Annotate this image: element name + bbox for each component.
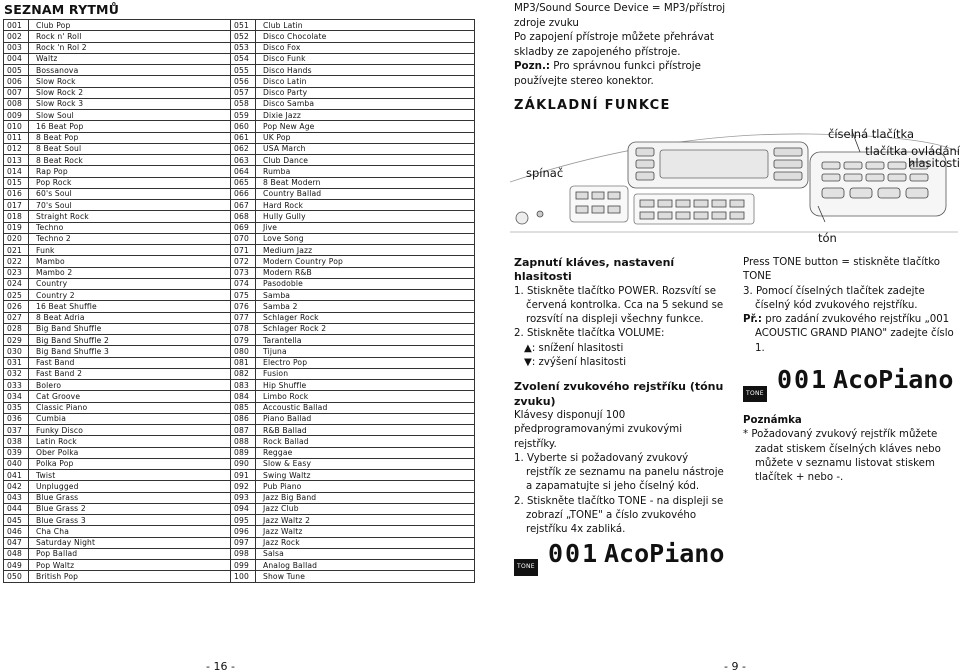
table-row	[4, 245, 475, 256]
table-row	[4, 267, 475, 278]
table-row	[4, 256, 475, 267]
rhythm-number: 076	[231, 301, 256, 312]
rhythm-name: Country	[29, 278, 231, 289]
rhythm-name: Tijuna	[256, 346, 475, 357]
rhythm-number: 002	[4, 31, 29, 42]
rhythm-name: Piano Ballad	[256, 413, 475, 424]
table-row	[4, 436, 475, 447]
rhythm-name: Disco Hands	[256, 65, 475, 76]
note-label: Pozn.:	[514, 60, 550, 72]
rhythm-name: Bossanova	[29, 65, 231, 76]
table-row	[4, 290, 475, 301]
rhythm-name: Cumbia	[29, 413, 231, 424]
rhythm-number: 022	[4, 256, 29, 267]
column-left	[514, 256, 726, 588]
rhythm-name: Pop New Age	[256, 121, 475, 132]
rhythm-number: 064	[231, 166, 256, 177]
rhythm-name: Love Song	[256, 233, 475, 244]
rhythm-name: Rock n' Roll	[29, 31, 231, 42]
rhythm-name: Electro Pop	[256, 357, 475, 368]
rhythm-name: Limbo Rock	[256, 391, 475, 402]
rhythm-name: Jazz Waltz	[256, 526, 475, 537]
table-row	[4, 31, 475, 42]
example-line	[743, 313, 957, 356]
rhythm-number: 012	[4, 143, 29, 154]
rhythm-name: Fusion	[256, 368, 475, 379]
table-row	[4, 458, 475, 469]
rhythm-number: 043	[4, 492, 29, 503]
rhythm-number: 036	[4, 413, 29, 424]
rhythm-name: 16 Beat Pop	[29, 121, 231, 132]
rhythm-number: 068	[231, 211, 256, 222]
lcd-tone-tag-2: TONE	[743, 386, 767, 402]
rhythm-name: Twist	[29, 470, 231, 481]
rhythm-number: 034	[4, 391, 29, 402]
rhythm-number: 062	[231, 143, 256, 154]
rhythm-name: Pop Rock	[29, 177, 231, 188]
table-row	[4, 548, 475, 559]
rhythm-number: 008	[4, 98, 29, 109]
lcd-voice-name-2: AcoPiano	[833, 365, 954, 395]
rhythm-name: Disco Party	[256, 87, 475, 98]
rhythm-number: 087	[231, 425, 256, 436]
lcd-voice-name: AcoPiano	[604, 538, 725, 568]
rhythm-number: 013	[4, 155, 29, 166]
table-row	[4, 526, 475, 537]
example-label: Př.:	[743, 314, 762, 326]
rhythm-number: 095	[231, 515, 256, 526]
rhythm-name: 60's Soul	[29, 188, 231, 199]
table-row	[4, 53, 475, 64]
rhythm-number: 046	[4, 526, 29, 537]
rhythm-name: Fast Band	[29, 357, 231, 368]
rhythm-name: Show Tune	[256, 571, 475, 582]
rhythm-name: Disco Latin	[256, 76, 475, 87]
rhythm-name: Slow & Easy	[256, 458, 475, 469]
rhythm-name: Techno	[29, 222, 231, 233]
rhythm-number: 003	[4, 42, 29, 53]
rhythm-name: British Pop	[29, 571, 231, 582]
press-tone-line: Press TONE button = stiskněte tlačítko TONE	[743, 257, 941, 283]
table-row	[4, 447, 475, 458]
table-row	[4, 143, 475, 154]
rhythm-name: Disco Chocolate	[256, 31, 475, 42]
rhythm-number: 078	[231, 323, 256, 334]
rhythm-number: 091	[231, 470, 256, 481]
rhythm-number: 021	[4, 245, 29, 256]
table-row	[4, 503, 475, 514]
rhythm-name: UK Pop	[256, 132, 475, 143]
table-row	[4, 222, 475, 233]
intro-line-1: MP3/Sound Source Device = MP3/přístroj zdroje zvuku	[514, 2, 726, 29]
rhythm-number: 093	[231, 492, 256, 503]
table-row	[4, 312, 475, 323]
table-row	[4, 492, 475, 503]
note-heading: Poznámka	[743, 415, 802, 427]
table-row	[4, 323, 475, 334]
rhythm-name: Rock Ballad	[256, 436, 475, 447]
rhythm-number: 038	[4, 436, 29, 447]
rhythm-number: 085	[231, 402, 256, 413]
rhythm-number: 010	[4, 121, 29, 132]
rhythm-name: Unplugged	[29, 481, 231, 492]
table-row	[4, 177, 475, 188]
rhythm-number: 089	[231, 447, 256, 458]
keyboard-panel-illustration	[510, 122, 958, 252]
table-row	[4, 233, 475, 244]
rhythm-number: 045	[4, 515, 29, 526]
rhythm-name: R&B Ballad	[256, 425, 475, 436]
switch-on-step-1: 1. Stiskněte tlačítko POWER. Rozsvítí se červená kontrolka. Cca na 5 sekund se rozsvítí na displeji všechny funkce.	[514, 285, 724, 326]
rhythm-number: 026	[4, 301, 29, 312]
table-row	[4, 132, 475, 143]
rhythm-number: 098	[231, 548, 256, 559]
rhythm-name: Jazz Waltz 2	[256, 515, 475, 526]
rhythm-number: 071	[231, 245, 256, 256]
rhythm-name: Medium Jazz	[256, 245, 475, 256]
rhythm-number: 100	[231, 571, 256, 582]
rhythm-number: 025	[4, 290, 29, 301]
rhythm-name: Ober Polka	[29, 447, 231, 458]
rhythm-number: 097	[231, 537, 256, 548]
voice-step-2: 2. Stiskněte tlačítko TONE - na displeji se zobrazí „TONE" a číslo zvukového rejstříku 4x zabliká.	[514, 495, 724, 536]
table-row	[4, 42, 475, 53]
rhythm-number: 052	[231, 31, 256, 42]
rhythm-name: Analog Ballad	[256, 560, 475, 571]
rhythm-name: Slow Soul	[29, 110, 231, 121]
rhythm-name: Country 2	[29, 290, 231, 301]
rhythm-number: 016	[4, 188, 29, 199]
lcd-display-example	[514, 538, 726, 582]
table-row	[4, 425, 475, 436]
rhythm-table	[3, 19, 475, 583]
voice-heading: Zvolení zvukového rejstříku (tónu zvuku)	[514, 380, 724, 408]
rhythm-number: 090	[231, 458, 256, 469]
rhythm-name: Big Band Shuffle 2	[29, 335, 231, 346]
rhythm-name: Samba 2	[256, 301, 475, 312]
rhythm-name: Club Latin	[256, 20, 475, 31]
rhythm-list-title: SEZNAM RYTMŮ	[4, 2, 120, 17]
rhythm-name: Rumba	[256, 166, 475, 177]
rhythm-number: 084	[231, 391, 256, 402]
rhythm-name: USA March	[256, 143, 475, 154]
rhythm-number: 063	[231, 155, 256, 166]
rhythm-name: Slow Rock 2	[29, 87, 231, 98]
table-row	[4, 98, 475, 109]
rhythm-name: Blue Grass	[29, 492, 231, 503]
rhythm-number: 006	[4, 76, 29, 87]
rhythm-number: 055	[231, 65, 256, 76]
rhythm-number: 051	[231, 20, 256, 31]
table-row	[4, 110, 475, 121]
rhythm-name: Jazz Club	[256, 503, 475, 514]
rhythm-number: 042	[4, 481, 29, 492]
rhythm-name: Disco Samba	[256, 98, 475, 109]
rhythm-name: Polka Pop	[29, 458, 231, 469]
rhythm-number: 004	[4, 53, 29, 64]
rhythm-number: 061	[231, 132, 256, 143]
rhythm-number: 049	[4, 560, 29, 571]
lcd-number-2: 001	[777, 365, 829, 395]
rhythm-number: 075	[231, 290, 256, 301]
rhythm-number: 074	[231, 278, 256, 289]
rhythm-number: 033	[4, 380, 29, 391]
voice-step-3: 3. Pomocí číselných tlačítek zadejte číselný kód zvukového rejstříku.	[743, 285, 925, 311]
callout-power: spínač	[526, 166, 564, 180]
rhythm-name: Schlager Rock	[256, 312, 475, 323]
voice-step-1: 1. Vyberte si požadovaný zvukový rejstřík ze seznamu na panelu nástroje a zapamatujte si jeho číselný kód.	[514, 452, 724, 493]
rhythm-number: 028	[4, 323, 29, 334]
rhythm-number: 059	[231, 110, 256, 121]
table-row	[4, 335, 475, 346]
table-row	[4, 76, 475, 87]
rhythm-name: Fast Band 2	[29, 368, 231, 379]
lcd-number: 001	[548, 538, 600, 568]
rhythm-name: Hip Shuffle	[256, 380, 475, 391]
rhythm-name: 70's Soul	[29, 200, 231, 211]
rhythm-number: 023	[4, 267, 29, 278]
rhythm-number: 030	[4, 346, 29, 357]
callout-numeric-buttons: číselná tlačítka	[828, 127, 915, 141]
rhythm-name: Hard Rock	[256, 200, 475, 211]
table-row	[4, 537, 475, 548]
rhythm-name: Pop Waltz	[29, 560, 231, 571]
power-button	[516, 212, 528, 224]
rhythm-name: Club Dance	[256, 155, 475, 166]
rhythm-number: 056	[231, 76, 256, 87]
table-row	[4, 402, 475, 413]
volume-up-text: : zvýšení hlasitosti	[531, 357, 627, 369]
rhythm-name: 8 Beat Soul	[29, 143, 231, 154]
arrow-down-icon: ▼	[524, 357, 532, 369]
table-row	[4, 357, 475, 368]
rhythm-name: Tarantella	[256, 335, 475, 346]
rhythm-number: 029	[4, 335, 29, 346]
volume-down-line	[514, 342, 726, 356]
column-right	[743, 256, 957, 486]
rhythm-number: 088	[231, 436, 256, 447]
rhythm-name: Funk	[29, 245, 231, 256]
rhythm-name: Mambo 2	[29, 267, 231, 278]
rhythm-name: Rap Pop	[29, 166, 231, 177]
table-row	[4, 200, 475, 211]
rhythm-name: Jazz Rock	[256, 537, 475, 548]
rhythm-number: 027	[4, 312, 29, 323]
rhythm-number: 014	[4, 166, 29, 177]
table-row	[4, 346, 475, 357]
rhythm-name: 8 Beat Modern	[256, 177, 475, 188]
rhythm-name: 16 Beat Shuffle	[29, 301, 231, 312]
rhythm-name: Modern Country Pop	[256, 256, 475, 267]
rhythm-number: 081	[231, 357, 256, 368]
rhythm-name: Jazz Big Band	[256, 492, 475, 503]
rhythm-name: Salsa	[256, 548, 475, 559]
rhythm-number: 079	[231, 335, 256, 346]
rhythm-name: Swing Waltz	[256, 470, 475, 481]
table-row	[4, 571, 475, 582]
table-row	[4, 380, 475, 391]
table-row	[4, 560, 475, 571]
rhythm-number: 083	[231, 380, 256, 391]
left-page-number: - 16 -	[206, 660, 235, 671]
rhythm-name: Pasodoble	[256, 278, 475, 289]
rhythm-number: 072	[231, 256, 256, 267]
rhythm-number: 073	[231, 267, 256, 278]
rhythm-number: 066	[231, 188, 256, 199]
rhythm-name: Country Ballad	[256, 188, 475, 199]
rhythm-name: Latin Rock	[29, 436, 231, 447]
lcd-display-example-2	[743, 365, 957, 408]
rhythm-name: Bolero	[29, 380, 231, 391]
rhythm-number: 024	[4, 278, 29, 289]
rhythm-number: 005	[4, 65, 29, 76]
rhythm-name: Disco Funk	[256, 53, 475, 64]
rhythm-number: 058	[231, 98, 256, 109]
rhythm-name: Slow Rock	[29, 76, 231, 87]
rhythm-name: Pub Piano	[256, 481, 475, 492]
rhythm-name: Disco Fox	[256, 42, 475, 53]
table-row	[4, 20, 475, 31]
table-row	[4, 515, 475, 526]
switch-on-heading: Zapnutí kláves, nastavení hlasitosti	[514, 256, 675, 284]
rhythm-number: 047	[4, 537, 29, 548]
rhythm-number: 041	[4, 470, 29, 481]
rhythm-number: 054	[231, 53, 256, 64]
rhythm-name: Jive	[256, 222, 475, 233]
note-text: Pro správnou funkci přístroje používejte stereo konektor.	[514, 60, 701, 87]
rhythm-number: 015	[4, 177, 29, 188]
rhythm-number: 057	[231, 87, 256, 98]
rhythm-name: Big Band Shuffle	[29, 323, 231, 334]
rhythm-number: 048	[4, 548, 29, 559]
rhythm-name: 8 Beat Pop	[29, 132, 231, 143]
rhythm-number: 018	[4, 211, 29, 222]
rhythm-name: Pop Ballad	[29, 548, 231, 559]
rhythm-name: Big Band Shuffle 3	[29, 346, 231, 357]
rhythm-name: Slow Rock 3	[29, 98, 231, 109]
rhythm-number: 092	[231, 481, 256, 492]
table-row	[4, 368, 475, 379]
callout-volume-buttons: tlačítka ovládání hlasitosti	[865, 144, 960, 170]
volume-down-text: : snížení hlasitosti	[531, 342, 624, 354]
intro-note	[514, 59, 732, 88]
rhythm-number: 011	[4, 132, 29, 143]
right-page-number: - 9 -	[724, 660, 746, 671]
rhythm-number: 069	[231, 222, 256, 233]
table-row	[4, 278, 475, 289]
table-row	[4, 121, 475, 132]
rhythm-number: 096	[231, 526, 256, 537]
section-title: ZÁKLADNÍ FUNKCE	[514, 98, 671, 113]
table-row	[4, 391, 475, 402]
voice-text: Klávesy disponují 100 předprogramovanými zvukovými rejstříky.	[514, 409, 683, 450]
rhythm-number: 020	[4, 233, 29, 244]
table-row	[4, 188, 475, 199]
rhythm-name: Dixie Jazz	[256, 110, 475, 121]
rhythm-name: Blue Grass 2	[29, 503, 231, 514]
rhythm-name: Modern R&B	[256, 267, 475, 278]
callout-tone: tón	[818, 231, 837, 245]
rhythm-name: Mambo	[29, 256, 231, 267]
table-row	[4, 155, 475, 166]
rhythm-number: 009	[4, 110, 29, 121]
intro-line-2: Po zapojení přístroje můžete přehrávat skladby ze zapojeného přístroje.	[514, 31, 714, 58]
intro-text	[514, 1, 732, 88]
rhythm-name: Saturday Night	[29, 537, 231, 548]
rhythm-number: 037	[4, 425, 29, 436]
rhythm-number: 044	[4, 503, 29, 514]
rhythm-number: 035	[4, 402, 29, 413]
rhythm-number: 040	[4, 458, 29, 469]
table-row	[4, 166, 475, 177]
rhythm-number: 094	[231, 503, 256, 514]
rhythm-name: Cat Groove	[29, 391, 231, 402]
rhythm-name: Techno 2	[29, 233, 231, 244]
rhythm-number: 082	[231, 368, 256, 379]
rhythm-number: 067	[231, 200, 256, 211]
switch-on-step-2: 2. Stiskněte tlačítka VOLUME:	[514, 328, 665, 340]
table-row	[4, 301, 475, 312]
rhythm-name: Accoustic Ballad	[256, 402, 475, 413]
rhythm-number: 070	[231, 233, 256, 244]
rhythm-name: Cha Cha	[29, 526, 231, 537]
rhythm-number: 039	[4, 447, 29, 458]
table-row	[4, 65, 475, 76]
rhythm-name: Funky Disco	[29, 425, 231, 436]
rhythm-name: Schlager Rock 2	[256, 323, 475, 334]
rhythm-name: 8 Beat Adria	[29, 312, 231, 323]
volume-up-line	[514, 356, 726, 370]
rhythm-number: 086	[231, 413, 256, 424]
rhythm-name: Club Pop	[29, 20, 231, 31]
table-row	[4, 481, 475, 492]
right-page	[480, 0, 960, 671]
table-row	[4, 470, 475, 481]
rhythm-name: Rock 'n Rol 2	[29, 42, 231, 53]
rhythm-name: 8 Beat Rock	[29, 155, 231, 166]
rhythm-number: 065	[231, 177, 256, 188]
rhythm-number: 053	[231, 42, 256, 53]
rhythm-number: 060	[231, 121, 256, 132]
table-row	[4, 413, 475, 424]
rhythm-name: Hully Gully	[256, 211, 475, 222]
example-text: pro zadání zvukového rejstříku „001 ACOUSTIC GRAND PIANO" zadejte číslo 1.	[755, 314, 954, 354]
rhythm-name: Blue Grass 3	[29, 515, 231, 526]
note-body: * Požadovaný zvukový rejstřík můžete zadat stiskem číselných kláves nebo můžete v seznamu listovat stiskem tlačítek + nebo -.	[743, 429, 941, 484]
rhythm-number: 099	[231, 560, 256, 571]
rhythm-number: 080	[231, 346, 256, 357]
rhythm-name: Waltz	[29, 53, 231, 64]
rhythm-number: 032	[4, 368, 29, 379]
rhythm-name: Samba	[256, 290, 475, 301]
table-row	[4, 211, 475, 222]
rhythm-number: 050	[4, 571, 29, 582]
lcd-tone-tag: TONE	[514, 559, 538, 575]
rhythm-number: 031	[4, 357, 29, 368]
rhythm-number: 017	[4, 200, 29, 211]
arrow-up-icon: ▲	[524, 342, 532, 354]
rhythm-name: Straight Rock	[29, 211, 231, 222]
rhythm-number: 077	[231, 312, 256, 323]
rhythm-name: Classic Piano	[29, 402, 231, 413]
rhythm-number: 001	[4, 20, 29, 31]
rhythm-number: 007	[4, 87, 29, 98]
table-row	[4, 87, 475, 98]
rhythm-name: Reggae	[256, 447, 475, 458]
rhythm-number: 019	[4, 222, 29, 233]
